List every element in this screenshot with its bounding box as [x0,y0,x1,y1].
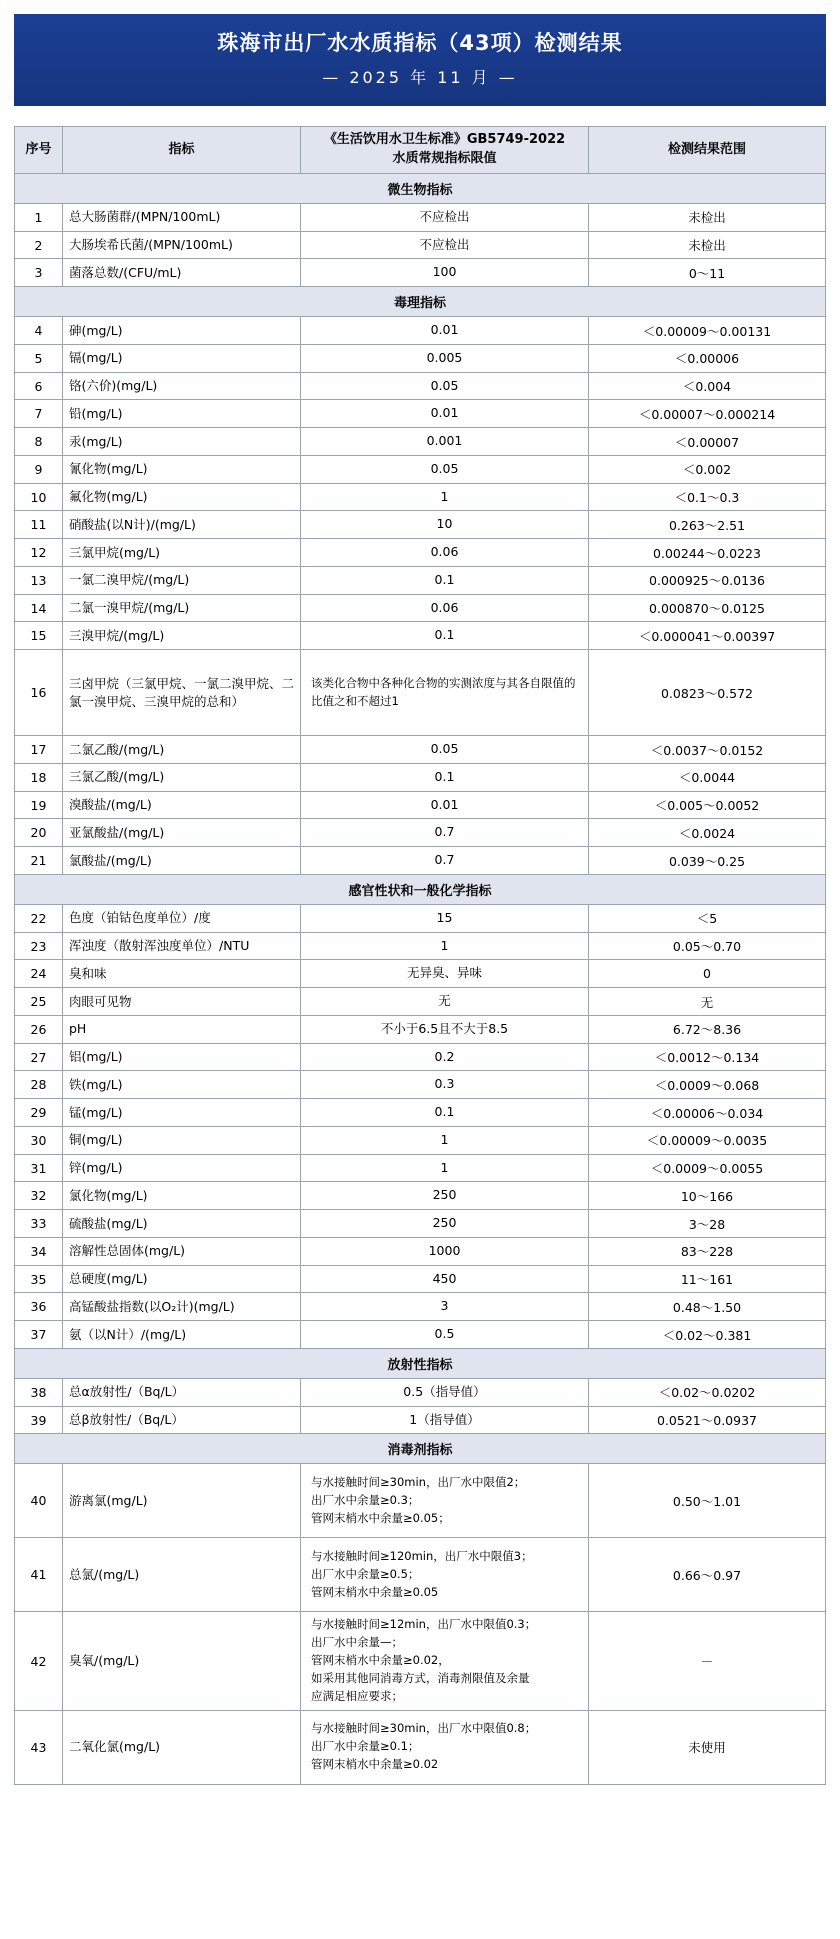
cell-indicator: 溶解性总固体(mg/L) [63,1237,301,1265]
header-limit [301,127,589,174]
table-row [15,1182,826,1210]
cell-limit: 不应检出 [301,203,589,231]
cell-limit: 0.7 [301,847,589,875]
cell-limit: 1000 [301,1237,589,1265]
cell-limit: 0.5（指导值） [301,1378,589,1406]
cell-limit: 与水接触时间≥30min，出厂水中限值0.8； 出厂水中余量≥0.1； 管网末梢水中余量≥0.02 [301,1710,589,1784]
cell-no: 14 [15,594,63,622]
cell-indicator: 二氯一溴甲烷/(mg/L) [63,594,301,622]
cell-indicator: 氯化物(mg/L) [63,1182,301,1210]
cell-result: 0.50～1.01 [589,1464,826,1538]
cell-limit: 0.05 [301,372,589,400]
cell-no: 23 [15,932,63,960]
cell-result: ＜0.00009～0.0035 [589,1126,826,1154]
cell-limit: 0.001 [301,428,589,456]
table-row [15,736,826,764]
cell-no: 32 [15,1182,63,1210]
cell-result: 0.000870～0.0125 [589,594,826,622]
cell-result: 0 [589,960,826,988]
cell-result: ＜0.02～0.381 [589,1321,826,1349]
cell-indicator: 铁(mg/L) [63,1071,301,1099]
table-row [15,932,826,960]
cell-result: ＜0.00006～0.034 [589,1099,826,1127]
cell-no: 29 [15,1099,63,1127]
table-row [15,372,826,400]
cell-indicator: pH [63,1015,301,1043]
cell-limit: 1 [301,1154,589,1182]
cell-result: 未检出 [589,203,826,231]
table-row [15,539,826,567]
cell-indicator: 总α放射性/（Bq/L） [63,1378,301,1406]
cell-indicator: 总β放射性/（Bq/L） [63,1406,301,1434]
cell-no: 35 [15,1265,63,1293]
cell-no: 19 [15,791,63,819]
cell-indicator: 锰(mg/L) [63,1099,301,1127]
cell-limit: 15 [301,904,589,932]
table-row [15,1015,826,1043]
cell-no: 22 [15,904,63,932]
table-row [15,1126,826,1154]
cell-indicator: 氨（以N计）/(mg/L) [63,1321,301,1349]
table-row [15,791,826,819]
cell-indicator: 总氯/(mg/L) [63,1538,301,1612]
cell-limit: 450 [301,1265,589,1293]
cell-limit: 0.01 [301,400,589,428]
cell-limit: 0.1 [301,566,589,594]
table-row [15,203,826,231]
report-period: — 2025 年 11 月 — [322,68,518,88]
table-row [15,1293,826,1321]
cell-indicator: 菌落总数/(CFU/mL) [63,259,301,287]
cell-result: 未检出 [589,231,826,259]
cell-indicator: 大肠埃希氏菌/(MPN/100mL) [63,231,301,259]
table-row [15,566,826,594]
section-header-row [15,173,826,203]
cell-result: 0.000925～0.0136 [589,566,826,594]
cell-indicator: 高锰酸盐指数(以O₂计)(mg/L) [63,1293,301,1321]
cell-result: ＜0.0009～0.0055 [589,1154,826,1182]
cell-indicator: 硝酸盐(以N计)/(mg/L) [63,511,301,539]
cell-limit: 0.06 [301,539,589,567]
table-row [15,317,826,345]
cell-no: 8 [15,428,63,456]
table-row [15,594,826,622]
cell-result: 11～161 [589,1265,826,1293]
cell-limit: 不小于6.5且不大于8.5 [301,1015,589,1043]
cell-no: 17 [15,736,63,764]
cell-indicator: 肉眼可见物 [63,988,301,1016]
table-row [15,511,826,539]
cell-indicator: 总硬度(mg/L) [63,1265,301,1293]
cell-no: 20 [15,819,63,847]
cell-limit: 0.3 [301,1071,589,1099]
cell-indicator: 铬(六价)(mg/L) [63,372,301,400]
cell-limit: 10 [301,511,589,539]
section-title: 放射性指标 [15,1348,826,1378]
header-limit-line2: 水质常规指标限值 [392,151,497,167]
cell-no: 10 [15,483,63,511]
cell-limit: 250 [301,1210,589,1238]
cell-no: 26 [15,1015,63,1043]
cell-result: ＜0.02～0.0202 [589,1378,826,1406]
cell-no: 37 [15,1321,63,1349]
section-header-row [15,1348,826,1378]
cell-no: 34 [15,1237,63,1265]
cell-no: 11 [15,511,63,539]
table-row [15,1612,826,1710]
cell-no: 40 [15,1464,63,1538]
cell-limit: 0.2 [301,1043,589,1071]
cell-indicator: 三氯乙酸/(mg/L) [63,763,301,791]
section-header-row [15,287,826,317]
cell-indicator: 臭氧/(mg/L) [63,1612,301,1710]
cell-limit: 0.01 [301,317,589,345]
cell-result: 6.72～8.36 [589,1015,826,1043]
cell-no: 4 [15,317,63,345]
section-title: 感官性状和一般化学指标 [15,874,826,904]
cell-indicator: 游离氯(mg/L) [63,1464,301,1538]
cell-indicator: 铝(mg/L) [63,1043,301,1071]
cell-no: 15 [15,622,63,650]
cell-limit: 不应检出 [301,231,589,259]
cell-result: 83～228 [589,1237,826,1265]
cell-no: 38 [15,1378,63,1406]
cell-result: ＜0.0024 [589,819,826,847]
cell-result: ＜0.00007 [589,428,826,456]
table-row [15,1378,826,1406]
cell-no: 30 [15,1126,63,1154]
cell-result: ＜0.00007～0.000214 [589,400,826,428]
cell-indicator: 臭和味 [63,960,301,988]
cell-no: 1 [15,203,63,231]
table-row [15,1099,826,1127]
cell-indicator: 铅(mg/L) [63,400,301,428]
report-page [0,14,840,1939]
cell-limit: 0.7 [301,819,589,847]
cell-indicator: 一氯二溴甲烷/(mg/L) [63,566,301,594]
table-row [15,400,826,428]
table-row [15,1237,826,1265]
cell-result: ＜0.00006 [589,344,826,372]
table-row [15,428,826,456]
cell-result: ＜0.0012～0.134 [589,1043,826,1071]
cell-result: ＜0.0044 [589,763,826,791]
table-row [15,1071,826,1099]
cell-no: 9 [15,455,63,483]
cell-indicator: 三溴甲烷/(mg/L) [63,622,301,650]
table-row [15,1538,826,1612]
table-head [15,127,826,174]
table-header-row [15,127,826,174]
cell-no: 6 [15,372,63,400]
cell-indicator: 三氯甲烷(mg/L) [63,539,301,567]
table-row [15,1265,826,1293]
cell-no: 18 [15,763,63,791]
table-body [15,173,826,1784]
report-table-wrap [14,126,826,1784]
table-row [15,1406,826,1434]
table-row [15,1210,826,1238]
table-row [15,988,826,1016]
table-row [15,960,826,988]
cell-limit: 0.005 [301,344,589,372]
cell-limit: 100 [301,259,589,287]
cell-no: 24 [15,960,63,988]
cell-result: ＜0.1～0.3 [589,483,826,511]
cell-no: 7 [15,400,63,428]
cell-indicator: 锌(mg/L) [63,1154,301,1182]
cell-result: 0.0823～0.572 [589,650,826,736]
cell-limit: 0.1 [301,763,589,791]
table-row [15,1321,826,1349]
table-row [15,1043,826,1071]
cell-result: ＜0.00009～0.00131 [589,317,826,345]
page-title: 珠海市出厂水水质指标（43项）检测结果 [217,31,623,55]
cell-result: 0.66～0.97 [589,1538,826,1612]
table-row [15,650,826,736]
section-header-row [15,1434,826,1464]
cell-indicator: 色度（铂钴色度单位）/度 [63,904,301,932]
cell-result: － [589,1612,826,1710]
cell-result: 0.00244～0.0223 [589,539,826,567]
cell-limit: 无异臭、异味 [301,960,589,988]
cell-result: ＜0.002 [589,455,826,483]
cell-no: 43 [15,1710,63,1784]
cell-no: 5 [15,344,63,372]
cell-no: 2 [15,231,63,259]
section-title: 毒理指标 [15,287,826,317]
cell-no: 36 [15,1293,63,1321]
table-row [15,231,826,259]
cell-result: 0～11 [589,259,826,287]
cell-indicator: 二氧化氯(mg/L) [63,1710,301,1784]
cell-result: ＜0.0037～0.0152 [589,736,826,764]
table-row [15,819,826,847]
cell-limit: 与水接触时间≥12min，出厂水中限值0.3； 出厂水中余量—； 管网末梢水中余量≥0.02， 如采用其他同消毒方式，消毒剂限值及余量 应满足相应要求； [301,1612,589,1710]
cell-limit: 与水接触时间≥30min，出厂水中限值2； 出厂水中余量≥0.3； 管网末梢水中余量≥0.05； [301,1464,589,1538]
table-row [15,847,826,875]
cell-limit: 250 [301,1182,589,1210]
header-limit-line1: 《生活饮用水卫生标准》GB5749-2022 [323,132,566,148]
table-row [15,1710,826,1784]
cell-result: ＜5 [589,904,826,932]
section-header-row [15,874,826,904]
cell-limit: 0.05 [301,736,589,764]
cell-result: 0.48～1.50 [589,1293,826,1321]
cell-no: 33 [15,1210,63,1238]
cell-no: 28 [15,1071,63,1099]
table-row [15,622,826,650]
cell-indicator: 氯酸盐/(mg/L) [63,847,301,875]
cell-indicator: 浑浊度（散射浑浊度单位）/NTU [63,932,301,960]
cell-result: 0.263～2.51 [589,511,826,539]
cell-no: 31 [15,1154,63,1182]
cell-result: ＜0.004 [589,372,826,400]
cell-limit: 无 [301,988,589,1016]
section-title: 消毒剂指标 [15,1434,826,1464]
header-no: 序号 [15,127,63,174]
cell-indicator: 氰化物(mg/L) [63,455,301,483]
cell-no: 39 [15,1406,63,1434]
cell-limit: 0.01 [301,791,589,819]
cell-limit: 1 [301,932,589,960]
table-row [15,259,826,287]
cell-limit: 0.1 [301,622,589,650]
cell-indicator: 总大肠菌群/(MPN/100mL) [63,203,301,231]
cell-limit: 0.06 [301,594,589,622]
cell-limit: 0.1 [301,1099,589,1127]
cell-no: 13 [15,566,63,594]
cell-no: 25 [15,988,63,1016]
cell-no: 27 [15,1043,63,1071]
table-row [15,455,826,483]
cell-indicator: 二氯乙酸/(mg/L) [63,736,301,764]
water-quality-table [14,126,826,1784]
table-row [15,1154,826,1182]
cell-limit: 0.05 [301,455,589,483]
table-row [15,344,826,372]
table-row [15,1464,826,1538]
cell-indicator: 氟化物(mg/L) [63,483,301,511]
section-title: 微生物指标 [15,173,826,203]
cell-no: 42 [15,1612,63,1710]
cell-limit: 1（指导值） [301,1406,589,1434]
cell-limit: 0.5 [301,1321,589,1349]
cell-result: ＜0.000041～0.00397 [589,622,826,650]
cell-result: 无 [589,988,826,1016]
report-banner [14,14,826,106]
cell-no: 3 [15,259,63,287]
cell-limit: 1 [301,483,589,511]
cell-no: 12 [15,539,63,567]
cell-indicator: 汞(mg/L) [63,428,301,456]
cell-indicator: 三卤甲烷（三氯甲烷、一氯二溴甲烷、二氯一溴甲烷、三溴甲烷的总和） [63,650,301,736]
cell-result: 0.0521～0.0937 [589,1406,826,1434]
cell-indicator: 硫酸盐(mg/L) [63,1210,301,1238]
cell-limit: 1 [301,1126,589,1154]
cell-no: 16 [15,650,63,736]
table-row [15,763,826,791]
header-result: 检测结果范围 [589,127,826,174]
cell-result: 10～166 [589,1182,826,1210]
cell-result: ＜0.0009～0.068 [589,1071,826,1099]
cell-limit: 与水接触时间≥120min，出厂水中限值3； 出厂水中余量≥0.5； 管网末梢水中余量≥0.05 [301,1538,589,1612]
cell-indicator: 砷(mg/L) [63,317,301,345]
cell-result: 未使用 [589,1710,826,1784]
cell-no: 41 [15,1538,63,1612]
cell-result: 0.039～0.25 [589,847,826,875]
cell-no: 21 [15,847,63,875]
cell-indicator: 镉(mg/L) [63,344,301,372]
cell-result: 0.05～0.70 [589,932,826,960]
cell-indicator: 亚氯酸盐/(mg/L) [63,819,301,847]
table-row [15,483,826,511]
header-indicator: 指标 [63,127,301,174]
cell-indicator: 溴酸盐/(mg/L) [63,791,301,819]
cell-limit: 3 [301,1293,589,1321]
cell-result: 3～28 [589,1210,826,1238]
cell-result: ＜0.005～0.0052 [589,791,826,819]
cell-indicator: 铜(mg/L) [63,1126,301,1154]
table-row [15,904,826,932]
cell-limit: 该类化合物中各种化合物的实测浓度与其各自限值的比值之和不超过1 [301,650,589,736]
